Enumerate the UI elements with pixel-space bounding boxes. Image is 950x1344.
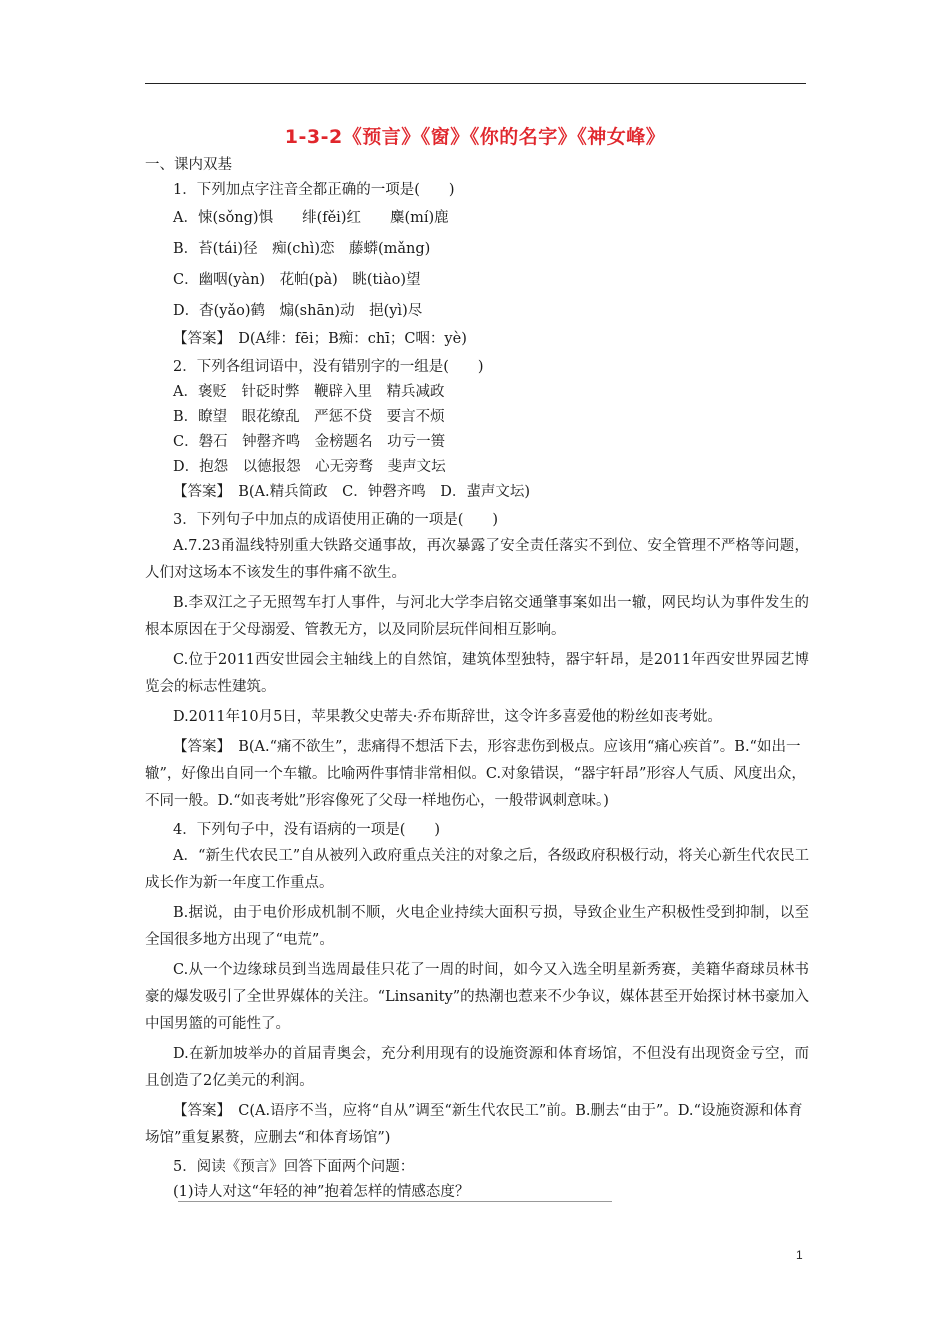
question-3-option-d: D.2011年10月5日，苹果教父史蒂夫·乔布斯辞世，这令许多喜爱他的粉丝如丧考妣。 (173, 709, 722, 725)
question-2-answer (145, 480, 809, 505)
question-1-answer (145, 327, 809, 352)
question-1-stem: 1．下列加点字注音全都正确的一项是( ) (173, 182, 455, 198)
question-4-answer (145, 1098, 809, 1152)
question-2-option-d: D．抱怨 以德报怨 心无旁骛 斐声文坛 (173, 459, 446, 475)
question-3-option-c: C.位于2011西安世园会主轴线上的自然馆，建筑体型独特，器宇轩昂，是2011年西安世界园艺博览会的标志性建筑。 (145, 652, 809, 695)
question-1-option-c: C．幽咽(yàn) 花帕(pà) 眺(tiào)望 (173, 272, 421, 288)
question-5-stem: 5．阅读《预言》回答下面两个问题： (173, 1159, 415, 1175)
page-number: 1 (796, 1248, 803, 1262)
answer-label: 【答案】 (173, 484, 224, 500)
question-2-stem: 2．下列各组词语中，没有错别字的一组是( ) (173, 359, 484, 375)
question-3-option-b: B.李双江之子无照驾车打人事件，与河北大学李启铭交通肇事案如出一辙，网民均认为事件发生的根本原因在于父母溺爱、管教无方，以及同阶层玩伴间相互影响。 (145, 595, 809, 638)
document-body (145, 153, 809, 1205)
section-heading: 一、课内双基 (145, 157, 232, 173)
question-5-sub-1: (1)诗人对这“年轻的神”抱着怎样的情感态度？ (173, 1184, 470, 1200)
page-title: 1-3-2《预言》《窗》《你的名字》《神女峰》 (284, 126, 666, 148)
question-4-option-b: B.据说，由于电价形成机制不顺，火电企业持续大面积亏损，导致企业生产积极性受到抑制，以至全国很多地方出现了“电荒”。 (145, 905, 809, 948)
question-1-option-d: D．杳(yǎo)鹤 煽(shān)动 挹(yì)尽 (173, 303, 423, 319)
answer-text: C(A.语序不当，应将“自从”调至“新生代农民工”前。B.删去“由于”。D.“设施资源和体育场馆”重复累赘，应删去“和体育场馆”) (145, 1103, 803, 1146)
question-4-option-a: A．“新生代农民工”自从被列入政府重点关注的对象之后，各级政府积极行动，将关心新生代农民工成长作为新一年度工作重点。 (145, 848, 809, 891)
answer-label: 【答案】 (173, 1103, 224, 1119)
question-2-option-c: C．磐石 钟罄齐鸣 金榜题名 功亏一篑 (173, 434, 446, 450)
question-1-option-b: B．苔(tái)径 痴(chì)恋 藤蟒(mǎng) (173, 241, 431, 257)
question-1-option-a: A．悚(sǒng)惧 绯(fěi)红 麋(mí)鹿 (173, 210, 449, 226)
answer-blank-line (178, 1201, 612, 1202)
question-3-answer (145, 734, 809, 815)
question-2-option-b: B．瞭望 眼花缭乱 严惩不贷 要言不烦 (173, 409, 445, 425)
question-2-option-a: A．褒贬 针砭时弊 鞭辟入里 精兵减政 (173, 384, 445, 400)
answer-label: 【答案】 (173, 331, 224, 347)
question-4-stem: 4．下列句子中，没有语病的一项是( ) (173, 822, 441, 838)
question-3-stem: 3．下列句子中加点的成语使用正确的一项是( ) (173, 512, 499, 528)
answer-text: D(A绯：fēi；B痴：chī；C咽：yè) (223, 331, 467, 347)
header-rule (145, 83, 806, 84)
answer-text: B(A.“痛不欲生”，悲痛得不想活下去，形容悲伤到极点。应该用“痛心疾首”。B.“如出一辙”，好像出自同一个车辙。比喻两件事情非常相似。C.对象错误，“器宇轩昂”形容人气质、风度出众，不同一般。D.“如丧考妣”形容像死了父母一样地伤心，一般带讽刺意味。) (145, 739, 806, 809)
question-3-option-a: A.7.23甬温线特别重大铁路交通事故，再次暴露了安全责任落实不到位、安全管理不严格等问题，人们对这场本不该发生的事件痛不欲生。 (145, 538, 809, 581)
answer-label: 【答案】 (173, 739, 224, 755)
question-4-option-d: D.在新加坡举办的首届青奥会，充分利用现有的设施资源和体育场馆，不但没有出现资金亏空，而且创造了2亿美元的利润。 (145, 1046, 809, 1089)
question-4-option-c: C.从一个边缘球员到当选周最佳只花了一周的时间，如今又入选全明星新秀赛，美籍华裔球员林书豪的爆发吸引了全世界媒体的关注。“Linsanity”的热潮也惹来不少争议，媒体甚至开始探讨林书豪加入中国男篮的可能性了。 (145, 962, 809, 1032)
answer-text: B(A.精兵简政 C．钟磬齐鸣 D．蜚声文坛) (223, 484, 531, 500)
